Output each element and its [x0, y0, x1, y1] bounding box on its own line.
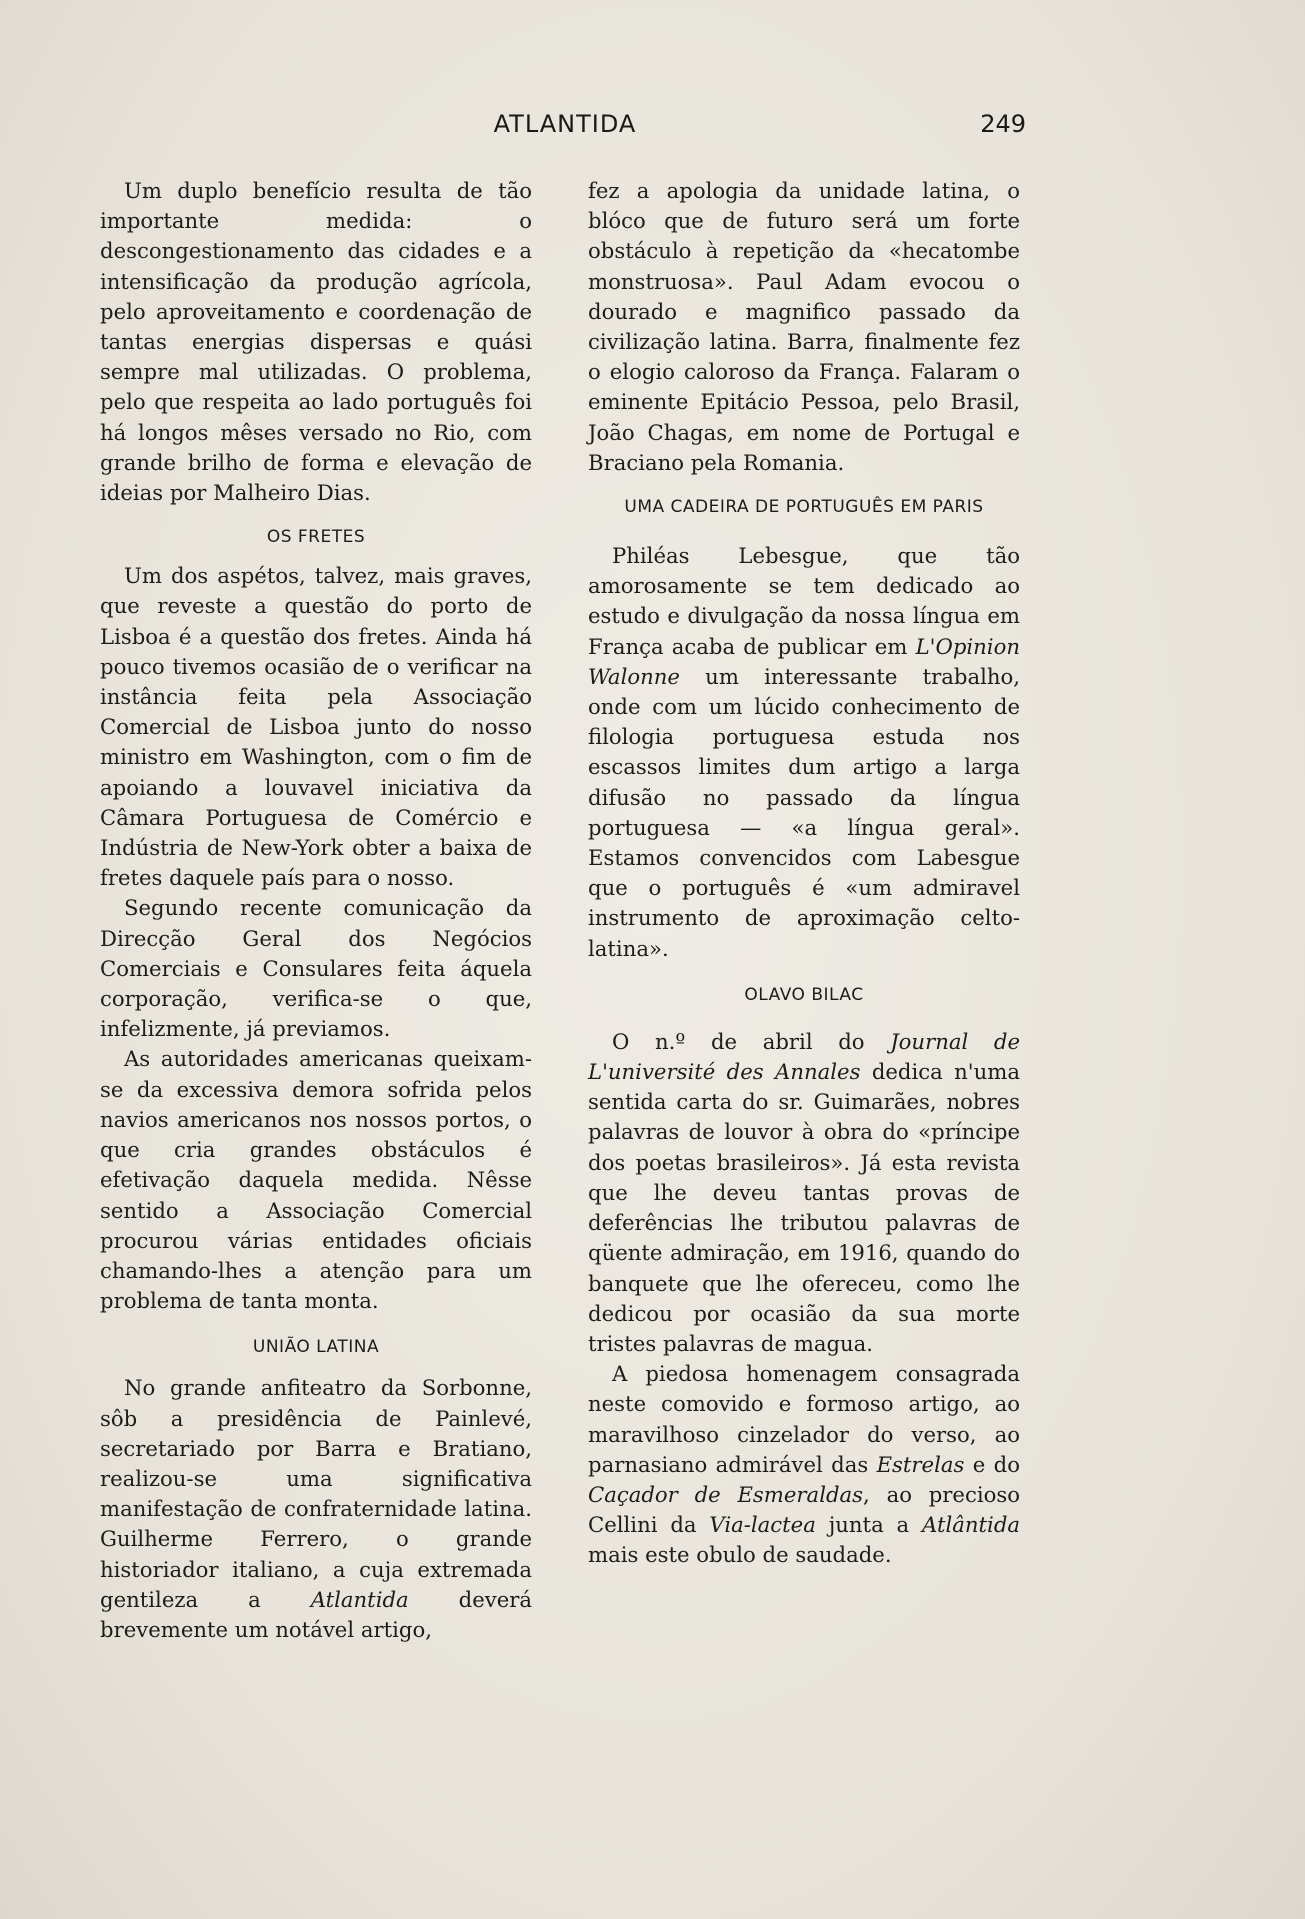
italic-title: Atlântida	[922, 1512, 1021, 1538]
paragraph-fretes-3: As autoridades americanas queixam-se da excessiva demora sofrida pelos navios americanos nos nossos portos, o que cria grandes obstáculos é efetivação daquela medida. Nêsse sentido a Associação Comercial procurou várias entidades oficiais chamando-lhes a atenção para um problema de tanta monta.	[100, 1046, 532, 1314]
text-run: dedica n'uma sentida carta do sr. Guimarães, nobres palavras de louvor à obra do «príncipe dos poetas brasileiros». Já esta revista que lhe deveu tantas provas de deferências lhe tributou palavras de qüente admiração, em 1916, quando do banquete que lhe ofereceu, como lhe dedicou por ocasião da sua morte tristes palavras de magua.	[588, 1059, 1020, 1356]
section-heading-cadeira-portugues: UMA CADEIRA DE PORTUGUÊS EM PARIS	[624, 497, 984, 518]
paragraph-intro-continuation: Um duplo benefício resulta de tão importante medida: o descongestionamento das cidades e a intensificação da produção agrícola, pelo aproveitamento e coordenação de tantas energias dispersas e quási sempre mal utilizadas. O problema, pelo que respeita ao lado português foi há longos mêses versado no Rio, com grande brilho de forma e elevação de ideias por Malheiro Dias.	[100, 178, 532, 506]
italic-title: L'Opinion Walonne	[588, 633, 1020, 689]
section-heading-olavo-bilac: OLAVO BILAC	[744, 984, 864, 1005]
text-run: deverá brevemente um notável artigo,	[100, 1586, 532, 1642]
text-run: O n.º de abril do	[612, 1028, 891, 1054]
paragraph-bilac-1	[588, 1027, 1020, 1359]
left-column	[100, 176, 532, 1645]
page-number: 249	[980, 110, 1026, 138]
italic-title: Atlantida	[310, 1586, 409, 1612]
italic-title: Estrelas	[876, 1451, 965, 1477]
text-run: Philéas Lebesgue, que tão amorosamente se tem dedicado ao estudo e divulgação da nossa língua em França acaba de publicar em	[588, 543, 1020, 659]
page-header	[100, 110, 1030, 142]
text-run: , ao precioso Cellini da	[588, 1481, 1020, 1538]
italic-title: Via-lactea	[709, 1512, 816, 1538]
section-heading-uniao-latina: UNIÃO LATINA	[252, 1337, 380, 1358]
paragraph-uniao-continuation: fez a apologia da unidade latina, o blóco que de futuro será um forte obstáculo à repetição da «hecatombe monstruosa». Paul Adam evocou o dourado e magnifico passado da civilização latina. Barra, finalmente fez o elogio caloroso da França. Falaram o eminente Epitácio Pessoa, pelo Brasil, João Chagas, em nome de Portugal e Braciano pela Romania.	[588, 178, 1020, 475]
paragraph-bilac-2	[588, 1359, 1020, 1570]
paragraph-uniao-1	[100, 1373, 532, 1645]
section-heading-fretes: OS FRETES	[266, 527, 366, 548]
italic-title: Caçador de Esmeraldas	[588, 1481, 864, 1507]
text-run: No grande anfiteatro da Sorbonne, sôb a presidência de Painlevé, secretariado por Barra e Bratiano, realizou-se uma significativa manifestação de confraternidade latina. Guilherme Ferrero, o grande historiador italiano, a cuja extremada gentileza a	[100, 1375, 532, 1612]
text-run: junta a	[815, 1512, 923, 1538]
paragraph-fretes-2: Segundo recente comunicação da Direcção Geral dos Negócios Comerciais e Consulares feita áquela corporação, verifica-se o que, infelizmente, já previamos.	[100, 895, 532, 1042]
paragraph-fretes-1: Um dos aspétos, talvez, mais graves, que reveste a questão do porto de Lisboa é a questão dos fretes. Ainda há pouco tivemos ocasião de o verificar na instância feita pela Associação Comercial de Lisboa junto do nosso ministro em Washington, com o fim de apoiando a louvavel iniciativa da Câmara Portuguesa de Comércio e Indústria de New-York obter a baixa de fretes daquele país para o nosso.	[100, 563, 532, 891]
text-run: mais este obulo de saudade.	[588, 1542, 892, 1568]
text-run: A piedosa homenagem consagrada neste comovido e formoso artigo, ao maravilhoso cinzelador do verso, ao parnasiano admirável das	[588, 1361, 1020, 1477]
text-run: um interessante trabalho, onde com um lúcido conhecimento de filologia portuguesa estuda nos escassos limites dum artigo a larga difusão no passado da língua portuguesa — «a língua geral». Estamos convencidos com Labesgue que o português é «um admiravel instrumento de aproximação celto-latina».	[588, 663, 1020, 961]
italic-title: Journal de L'université des Annales	[588, 1028, 1020, 1085]
text-run: e do	[964, 1451, 1020, 1477]
running-title: ATLANTIDA	[493, 110, 637, 138]
right-column	[588, 176, 1020, 1571]
paragraph-cadeira-1	[588, 541, 1020, 964]
